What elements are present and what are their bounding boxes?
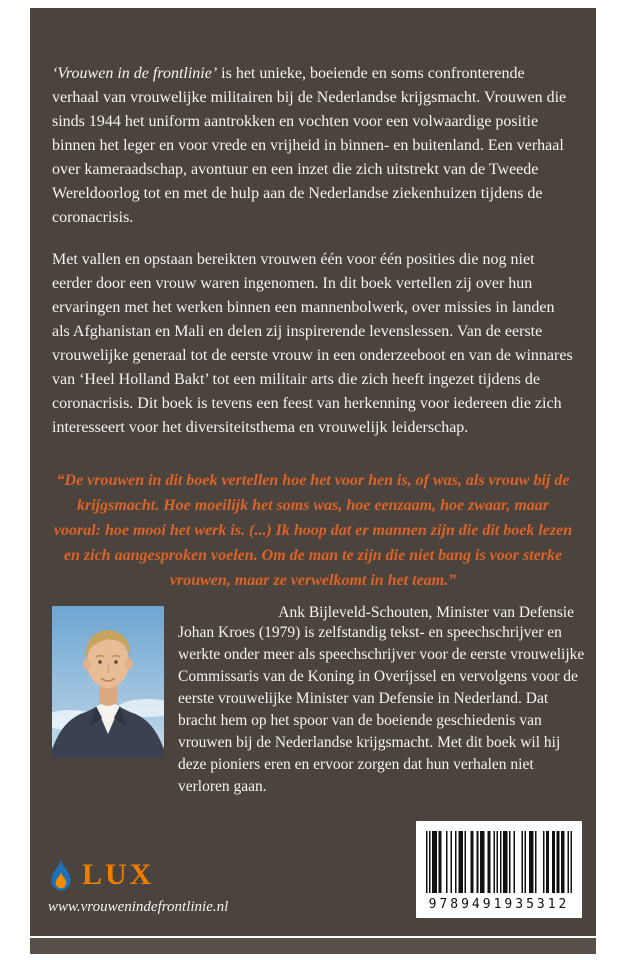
book-page-edge	[30, 938, 596, 954]
author-photo-illustration	[52, 606, 164, 758]
author-bio: Johan Kroes (1979) is zelfstandig tekst- en speechschrijver en werkte onder meer als speechschrijver voor de eerste vrouwelijke Commissaris van de Koning in Overijssel en vervolgens voor de eerste vrouwelijke Minister van Defensie in Nederland. Dat bracht hem op het spoor van de boeiende geschiedenis van vrouwen bij de Nederlandse krijgsmacht. Met dit boek wil hij deze pioniers eren en ervoor zorgen dat hun verhalen niet verloren gaan.	[178, 623, 585, 795]
publisher-logo	[48, 858, 154, 892]
quote-attribution: Ank Bijleveld-Schouten, Minister van Defensie	[278, 603, 574, 621]
author-section	[52, 603, 586, 813]
publisher-name: LUX	[82, 858, 155, 891]
author-photo	[52, 606, 164, 758]
intro-paragraph-text: is het unieke, boeiende en soms confronterende verhaal van vrouwelijke militairen bij de Nederlandse krijgsmacht. Vrouwen die sinds 1944 het uniform aantrokken en vochten voor een volwaardige positie binnen het leger en voor vrede en vrijheid in binnen- en buitenland. Een verhaal over kameraadschap, avontuur en een inzet die zich uitstrekt van de Tweede Wereldoorlog tot en met de hulp aan de Nederlandse ziekenhuizen tijdens de coronacrisis.	[52, 65, 567, 226]
barcode	[416, 821, 582, 918]
description-paragraph: Met vallen en opstaan bereikten vrouwen één voor één posities die nog niet eerder door een vrouw waren ingenomen. In dit boek vertellen zij over hun ervaringen met het werken binnen een mannenbolwerk, over missies in landen als Afghanistan en Mali en delen zij inspirerende levenslessen. Van de eerste vrouwelijke generaal tot de eerste vrouw in een onderzeeboot en van de winnares van ‘Heel Holland Bakt’ tot een militair arts die zich heeft ingezet tijdens de coronacrisis. Dit boek is tevens een feest van herkenning voor iedereen die zich interesseert voor het diversiteitsthema en vrouwelijk leiderschap.	[52, 251, 573, 436]
intro-paragraph	[52, 62, 574, 230]
website-url: www.vrouwenindefrontlinie.nl	[48, 899, 229, 915]
barcode-number: 9789491935312	[428, 897, 570, 912]
book-title-inline: ‘Vrouwen in de frontlinie’	[52, 65, 218, 82]
back-cover	[30, 8, 596, 936]
barcode-bars	[426, 831, 572, 893]
endorsement-quote: “De vrouwen in dit boek vertellen hoe het voor hen is, of was, als vrouw bij de krijgsmacht. Hoe moeilijk het soms was, hoe eenzaam, hoe zwaar, maar vooral: hoe mooi het werk is. (...) Ik hoop dat er mannen zijn die dit boek lezen en zich aangesproken voelen. Om de man te zijn die niet bang is voor sterke vrouwen, maar ze verwelkomt in het team.”	[53, 472, 573, 589]
flame-icon	[48, 858, 74, 892]
